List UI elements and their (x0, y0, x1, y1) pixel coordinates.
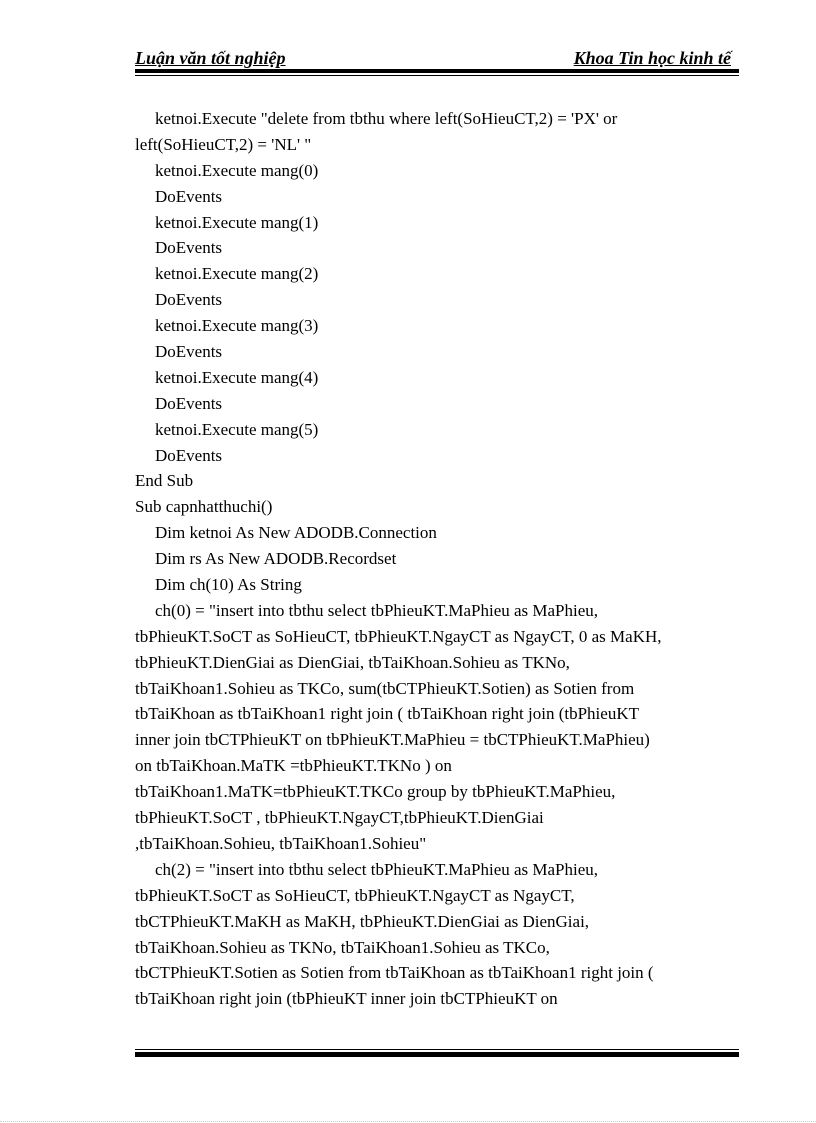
code-line: ketnoi.Execute mang(4) (155, 367, 319, 387)
code-line: ketnoi.Execute mang(2) (155, 264, 319, 284)
code-line: ketnoi.Execute mang(3) (155, 316, 319, 336)
code-line: ch(0) = "insert into tbthu select tbPhieuKT.MaPhieu as MaPhieu, (155, 600, 599, 620)
code-line: ch(2) = "insert into tbthu select tbPhieuKT.MaPhieu as MaPhieu, (155, 859, 599, 879)
code-listing (135, 106, 735, 1012)
code-line: tbTaiKhoan1.Sohieu as TKCo, sum(tbCTPhieuKT.Sotien) as Sotien from (135, 678, 635, 698)
page-header (135, 44, 739, 70)
code-line: tbPhieuKT.SoCT , tbPhieuKT.NgayCT,tbPhieuKT.DienGiai (135, 808, 544, 828)
code-line: tbCTPhieuKT.Sotien as Sotien from tbTaiKhoan as tbTaiKhoan1 right join ( (135, 963, 654, 983)
code-line: ketnoi.Execute "delete from tbthu where left(SoHieuCT,2) = 'PX' or (155, 109, 618, 128)
code-line: tbPhieuKT.SoCT as SoHieuCT, tbPhieuKT.NgayCT as NgayCT, 0 as MaKH, (135, 626, 662, 646)
header-rule-thin (135, 75, 739, 76)
code-line: ketnoi.Execute mang(1) (155, 212, 319, 232)
footer-rule-thin (135, 1049, 739, 1050)
code-line: tbTaiKhoan1.MaTK=tbPhieuKT.TKCo group by tbPhieuKT.MaPhieu, (135, 782, 616, 802)
code-line: tbTaiKhoan.Sohieu as TKNo, tbTaiKhoan1.Sohieu as TKCo, (135, 937, 550, 957)
code-line: tbPhieuKT.DienGiai as DienGiai, tbTaiKhoan.Sohieu as TKNo, (135, 652, 570, 672)
code-line: ketnoi.Execute mang(0) (155, 160, 319, 180)
code-line: DoEvents (155, 186, 223, 206)
code-line: ketnoi.Execute mang(5) (155, 419, 319, 439)
code-line: tbTaiKhoan as tbTaiKhoan1 right join ( tbTaiKhoan right join (tbPhieuKT (135, 704, 639, 724)
code-line: Dim ch(10) As String (155, 575, 302, 595)
code-line: on tbTaiKhoan.MaTK =tbPhieuKT.TKNo ) on (135, 756, 452, 776)
header-faculty-name: Khoa Tin học kinh tế (573, 48, 731, 68)
code-line: DoEvents (155, 238, 223, 258)
header-thesis-title: Luận văn tốt nghiệp (135, 48, 286, 68)
code-line: DoEvents (155, 290, 223, 310)
code-line: Dim ketnoi As New ADODB.Connection (155, 523, 437, 543)
footer-rule-thick (135, 1052, 739, 1057)
code-line: tbPhieuKT.SoCT as SoHieuCT, tbPhieuKT.NgayCT as NgayCT, (135, 885, 575, 905)
code-line: Dim rs As New ADODB.Recordset (155, 549, 397, 569)
header-rule-thick (135, 69, 739, 73)
code-line: tbTaiKhoan right join (tbPhieuKT inner join tbCTPhieuKT on (135, 989, 558, 1009)
code-line: tbCTPhieuKT.MaKH as MaKH, tbPhieuKT.DienGiai as DienGiai, (135, 911, 590, 931)
code-line: ,tbTaiKhoan.Sohieu, tbTaiKhoan1.Sohieu" (135, 833, 427, 853)
code-line: DoEvents (155, 342, 223, 362)
code-line: DoEvents (155, 445, 223, 465)
code-line: inner join tbCTPhieuKT on tbPhieuKT.MaPhieu = tbCTPhieuKT.MaPhieu) (135, 730, 650, 750)
code-line: End Sub (135, 471, 194, 491)
code-line: Sub capnhatthuchi() (135, 497, 273, 517)
code-line: left(SoHieuCT,2) = 'NL' " (135, 134, 312, 154)
page-bottom-edge (0, 1121, 816, 1122)
code-line: DoEvents (155, 393, 223, 413)
